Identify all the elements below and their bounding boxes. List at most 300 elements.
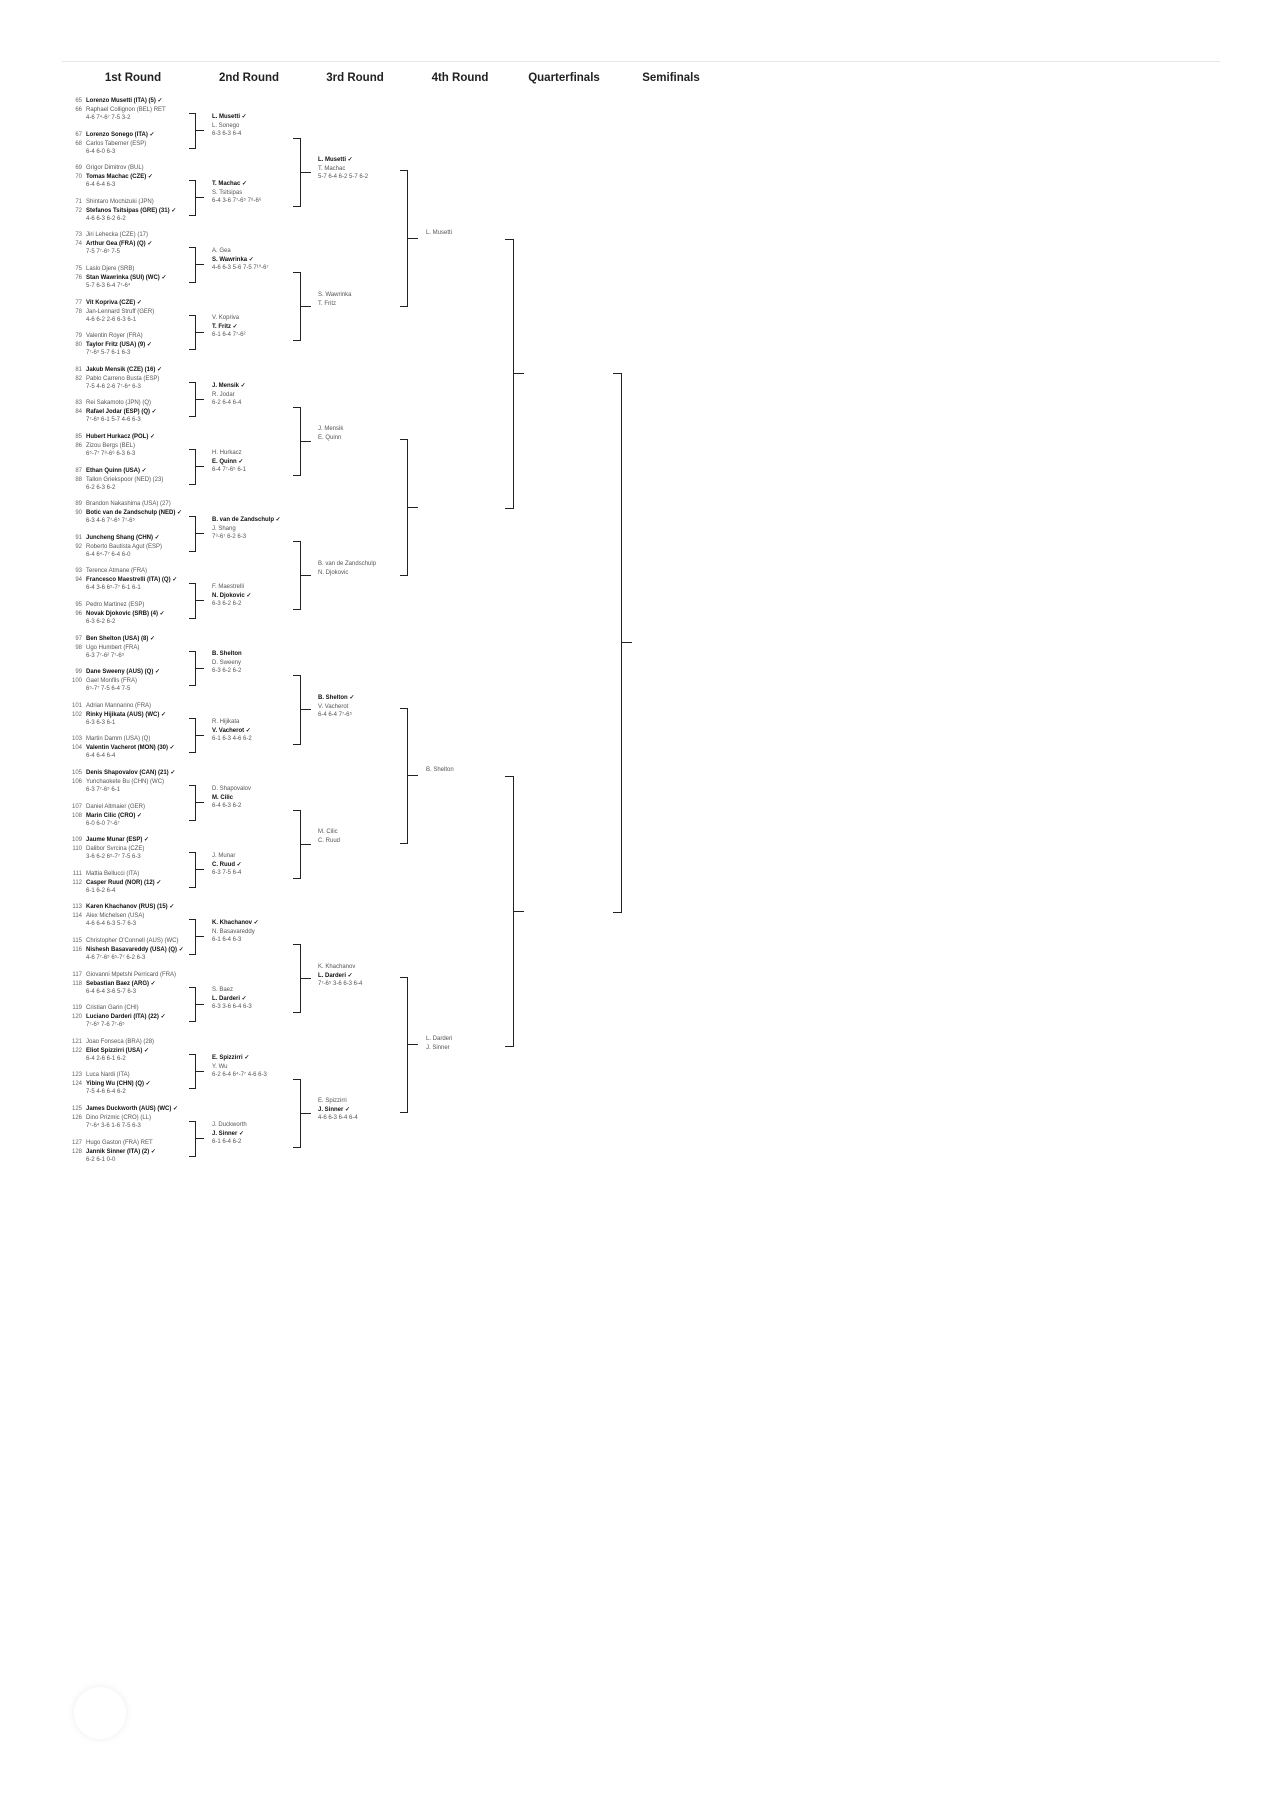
match-score: 6-0 6-0 7⁷-6⁷	[86, 821, 120, 827]
player-row[interactable]	[68, 231, 152, 240]
seed-number: 109	[71, 837, 82, 843]
seed-number: 83	[75, 400, 82, 406]
match-r2[interactable]	[212, 718, 252, 744]
player-name[interactable]: T. Fritz	[318, 300, 336, 307]
player-name[interactable]: T. Machac	[318, 165, 346, 172]
player-name[interactable]: L. Darderi ✓	[318, 972, 353, 979]
seed-number: 103	[71, 736, 82, 742]
match-score: 6-4 6-4 6-4	[86, 753, 116, 759]
player-row[interactable]	[68, 677, 160, 686]
bracket-connector-tick	[196, 399, 204, 400]
player-row[interactable]	[68, 375, 162, 384]
player-name[interactable]: L. Sonego	[212, 122, 240, 129]
player-row[interactable]	[68, 299, 154, 308]
player-row[interactable]	[68, 836, 149, 845]
match-r3[interactable]	[318, 156, 368, 182]
match-r1[interactable]	[68, 332, 152, 358]
player-name[interactable]: J. Sinner ✓	[212, 1130, 245, 1137]
match-score: 6⁵-7⁷ 7-5 6-4 7-5	[86, 686, 131, 692]
player-name[interactable]: L. Darderi ✓	[212, 995, 247, 1002]
bracket-connector	[613, 373, 622, 913]
bracket-connector-tick	[514, 911, 524, 912]
player-row[interactable]	[68, 467, 163, 476]
player-row[interactable]	[68, 408, 157, 417]
player-row[interactable]	[68, 711, 166, 720]
match-r1[interactable]	[68, 870, 161, 896]
player-row[interactable]	[68, 1004, 166, 1013]
player-row[interactable]	[68, 601, 165, 610]
player-name[interactable]: J. Munar	[212, 853, 236, 859]
player-name: Novak Djokovic (SRB) (4) ✓	[86, 610, 165, 617]
seed-number: 105	[71, 770, 82, 776]
player-name[interactable]: D. Sweeny	[212, 659, 242, 666]
seed-number: 116	[72, 946, 82, 953]
player-row[interactable]	[68, 399, 157, 408]
player-name[interactable]: D. Shapovalov	[212, 786, 252, 792]
match-r2[interactable]	[212, 1054, 267, 1080]
player-name: Taylor Fritz (USA) (9) ✓	[86, 341, 152, 348]
player-name: Karen Khachanov (RUS) (15) ✓	[86, 904, 175, 910]
player-name: Shintaro Mochizuki (JPN)	[86, 199, 154, 205]
player-row[interactable]	[68, 1105, 178, 1114]
match-r3[interactable]	[318, 828, 340, 845]
match-r1[interactable]	[68, 198, 176, 224]
player-name: Zizou Bergs (BEL)	[86, 442, 136, 449]
bracket-connector	[293, 541, 301, 610]
match-r1[interactable]	[68, 1139, 156, 1165]
match-r1[interactable]	[68, 1105, 178, 1131]
bracket-connector	[400, 439, 408, 576]
match-score: 6-4 3-6 6⁵-7⁷ 6-1 6-1	[86, 585, 141, 591]
seed-number: 128	[71, 1148, 82, 1155]
player-row[interactable]	[68, 240, 152, 249]
match-score: 6-3 6-2 6-2	[212, 668, 242, 674]
bracket-connector-tick	[196, 197, 204, 198]
match-score: 6-4 7⁷-6⁵ 6-1	[212, 467, 247, 473]
seed-number: 118	[72, 980, 82, 987]
seed-number: 79	[75, 333, 82, 339]
player-name: Mattia Bellucci (ITA)	[86, 871, 140, 877]
seed-number: 66	[75, 106, 82, 113]
player-name[interactable]: C. Ruud	[318, 837, 341, 844]
seed-number: 98	[75, 644, 82, 651]
player-row[interactable]	[68, 534, 162, 543]
seed-number: 90	[75, 509, 82, 516]
match-r2[interactable]	[212, 449, 246, 475]
player-name: Daniel Altmaier (GER)	[86, 804, 146, 810]
match-r3[interactable]	[318, 425, 343, 442]
player-row[interactable]	[68, 198, 176, 207]
match-r2[interactable]	[212, 650, 242, 676]
player-name: Stan Wawrinka (SUI) (WC) ✓	[86, 274, 167, 281]
match-score: 6-3 7⁷-6² 7⁷-6⁵	[86, 653, 125, 659]
player-row[interactable]	[68, 442, 155, 451]
bracket-connector-tick	[196, 130, 204, 131]
match-r3[interactable]	[318, 963, 362, 989]
seed-number: 112	[72, 879, 82, 886]
player-row[interactable]	[68, 265, 166, 274]
bracket-connector	[293, 810, 301, 879]
match-r2[interactable]	[212, 382, 246, 408]
player-row[interactable]	[68, 106, 166, 115]
match-r1[interactable]	[68, 971, 176, 997]
match-score: 6-3 7⁷-6⁵ 6-1	[86, 787, 121, 793]
bracket-connector-tick	[301, 978, 311, 979]
seed-number: 120	[71, 1013, 82, 1020]
seed-number: 126	[71, 1114, 82, 1121]
bracket-connector	[400, 170, 408, 307]
player-name[interactable]: V. Kopriva	[212, 315, 240, 321]
player-row[interactable]	[68, 870, 161, 879]
match-r1[interactable]	[68, 601, 165, 627]
bracket-connector-tick	[301, 709, 311, 710]
match-score: 6-3 7-5 6-4	[212, 870, 242, 876]
player-row[interactable]	[68, 500, 182, 509]
match-score: 7⁷-6⁵ 3-6 6-3 6-4	[318, 981, 363, 987]
match-score: 6-4 6-4 6-3	[86, 182, 116, 188]
seed-number: 121	[71, 1039, 82, 1045]
player-name: Nishesh Basavareddy (USA) (Q) ✓	[86, 946, 184, 953]
player-name[interactable]: T. Machac ✓	[212, 181, 248, 187]
bracket-connector	[189, 852, 196, 888]
player-row[interactable]	[68, 567, 177, 576]
match-score: 6-3 6-2 6-2	[212, 601, 242, 607]
match-score: 6-1 6-3 4-6 6-2	[212, 736, 252, 742]
player-row[interactable]	[68, 433, 155, 442]
bracket-connector-tick	[196, 332, 204, 333]
player-row[interactable]	[68, 173, 153, 182]
bracket-connector	[189, 651, 196, 686]
player-row[interactable]	[68, 610, 165, 619]
player-row[interactable]	[68, 476, 163, 485]
match-score: 6-4 6⁴-7⁷ 6-4 6-0	[86, 552, 131, 558]
player-name: Christopher O'Connell (AUS) (WC)	[86, 938, 179, 944]
header-semifinals: Semifinals	[642, 72, 700, 84]
player-row[interactable]	[68, 274, 166, 283]
bracket-connector-tick	[408, 507, 418, 508]
player-name[interactable]: M. Cilic	[318, 829, 338, 835]
player-row[interactable]	[68, 131, 155, 140]
player-row[interactable]	[68, 308, 154, 317]
match-r1[interactable]	[68, 803, 145, 829]
player-name: Lorenzo Sonego (ITA) ✓	[86, 132, 155, 138]
player-row[interactable]	[68, 207, 176, 216]
match-r1[interactable]	[68, 937, 184, 963]
player-row[interactable]	[68, 744, 175, 753]
match-r1[interactable]	[68, 399, 157, 425]
match-r2[interactable]	[212, 785, 251, 811]
match-score: 7-5 4-6 2-6 7⁷-6⁴ 6-3	[86, 384, 141, 390]
player-name: Roberto Bautista Agut (ESP)	[86, 543, 163, 550]
match-r3[interactable]	[318, 291, 351, 308]
match-r1[interactable]	[68, 567, 177, 593]
match-r1[interactable]	[68, 668, 160, 694]
match-r3[interactable]	[318, 1097, 358, 1123]
match-score: 6-4 3-6 7⁷-6⁵ 7⁸-6⁶	[212, 198, 262, 204]
player-name[interactable]: L. Musetti	[426, 230, 453, 236]
match-r1[interactable]	[68, 702, 166, 728]
player-name[interactable]: J. Sinner	[426, 1044, 450, 1051]
player-row[interactable]	[68, 912, 174, 921]
seed-number: 95	[75, 602, 82, 608]
player-row[interactable]	[68, 1114, 178, 1123]
seed-number: 127	[71, 1140, 82, 1146]
seed-number: 81	[75, 367, 82, 373]
match-r1[interactable]	[68, 231, 152, 257]
player-name[interactable]: J. Shang	[212, 525, 236, 532]
player-row[interactable]	[68, 702, 166, 711]
seed-number: 67	[75, 132, 82, 138]
player-name[interactable]: N. Basavareddy	[212, 928, 255, 935]
player-name[interactable]: R. Hijikata	[212, 719, 240, 725]
player-name[interactable]: J. Mensik	[318, 426, 344, 432]
bracket-connector-tick	[196, 869, 204, 870]
match-r1[interactable]	[68, 735, 175, 761]
match-r3[interactable]	[318, 694, 354, 720]
match-r1[interactable]	[68, 97, 166, 123]
match-r2[interactable]	[212, 919, 259, 945]
player-row[interactable]	[68, 341, 152, 350]
seed-number: 72	[75, 207, 82, 214]
player-name[interactable]: N. Djokovic ✓	[212, 592, 252, 599]
match-r1[interactable]	[68, 769, 175, 795]
match-r3[interactable]	[318, 560, 376, 577]
player-row[interactable]	[68, 164, 153, 173]
player-row[interactable]	[68, 543, 162, 552]
bracket-connector-tick	[514, 373, 524, 374]
player-row[interactable]	[68, 509, 182, 518]
match-r1[interactable]	[68, 433, 155, 459]
match-r1[interactable]	[68, 903, 174, 929]
bracket-connector	[293, 1079, 301, 1148]
player-name: Dalibor Svrcina (CZE)	[86, 845, 145, 852]
player-row[interactable]	[68, 140, 155, 149]
match-score: 7⁷-6⁴ 3-6 1-6 7-5 6-3	[86, 1123, 141, 1129]
match-r1[interactable]	[68, 299, 154, 325]
player-name[interactable]: B. van de Zandschulp	[318, 561, 377, 567]
match-r2[interactable]	[212, 852, 242, 878]
player-row[interactable]	[68, 1148, 156, 1157]
player-name[interactable]: M. Cilic	[212, 794, 234, 801]
player-name[interactable]: J. Mensik ✓	[212, 383, 246, 389]
seed-number: 89	[75, 501, 82, 507]
player-row[interactable]	[68, 668, 160, 677]
match-r4[interactable]	[426, 766, 454, 775]
player-name[interactable]: V. Vacherot ✓	[212, 727, 251, 734]
bracket-connector-tick	[301, 172, 311, 173]
player-name[interactable]: B. van de Zandschulp ✓	[212, 517, 281, 523]
match-r1[interactable]	[68, 366, 162, 392]
bracket-connector	[189, 919, 196, 955]
player-name: Alex Michelsen (USA)	[86, 912, 145, 919]
player-row[interactable]	[68, 576, 177, 585]
floating-action-button[interactable]	[74, 1687, 126, 1739]
player-name: Hubert Hurkacz (POL) ✓	[86, 434, 156, 440]
bracket-connector	[189, 113, 196, 149]
player-name[interactable]: B. Shelton	[426, 767, 454, 773]
player-name[interactable]: R. Jodar	[212, 391, 235, 398]
player-name[interactable]: L. Musetti ✓	[318, 157, 353, 163]
player-name: Ugo Humbert (FRA)	[86, 644, 140, 651]
match-score: 6-2 6-1 0-0	[86, 1157, 116, 1163]
player-name: Jannik Sinner (ITA) (2) ✓	[86, 1148, 156, 1155]
player-row[interactable]	[68, 1047, 154, 1056]
player-name: Carlos Taberner (ESP)	[86, 140, 147, 147]
player-name[interactable]: J. Sinner ✓	[318, 1106, 351, 1113]
match-r2[interactable]	[212, 314, 246, 340]
match-r1[interactable]	[68, 1004, 166, 1030]
seed-number: 73	[75, 232, 82, 238]
player-row[interactable]	[68, 903, 174, 912]
player-name[interactable]: B. Shelton	[212, 651, 242, 657]
player-name[interactable]: E. Spizzirri ✓	[212, 1055, 250, 1061]
match-r1[interactable]	[68, 1071, 151, 1097]
player-name[interactable]: K. Khachanov ✓	[212, 920, 259, 926]
seed-number: 77	[75, 300, 82, 306]
match-r1[interactable]	[68, 131, 155, 157]
bracket-connector	[189, 315, 196, 350]
seed-number: 94	[75, 576, 82, 583]
player-name[interactable]: K. Khachanov	[318, 964, 356, 970]
player-row[interactable]	[68, 803, 145, 812]
seed-number: 108	[71, 812, 82, 819]
player-name[interactable]: Y. Wu	[212, 1063, 228, 1070]
player-row[interactable]	[68, 971, 176, 980]
bracket-connector	[293, 272, 301, 341]
match-r2[interactable]	[212, 583, 251, 609]
player-name[interactable]: B. Shelton ✓	[318, 695, 355, 701]
player-name[interactable]: L. Darderi	[426, 1036, 453, 1042]
player-row[interactable]	[68, 1139, 156, 1148]
player-name: Dane Sweeny (AUS) (Q) ✓	[86, 669, 161, 675]
match-r1[interactable]	[68, 467, 163, 493]
player-name: Jakub Mensik (CZE) (16) ✓	[86, 367, 163, 373]
player-row[interactable]	[68, 635, 155, 644]
player-row[interactable]	[68, 1013, 166, 1022]
bracket-connector	[400, 977, 408, 1113]
match-r2[interactable]	[212, 113, 247, 139]
match-score: 6-4 6-0 6-3	[86, 149, 116, 155]
player-name[interactable]: S. Wawrinka ✓	[212, 256, 254, 263]
player-row[interactable]	[68, 769, 175, 778]
seed-number: 125	[71, 1106, 82, 1112]
match-r2[interactable]	[212, 180, 261, 206]
bracket-connector	[189, 583, 196, 619]
seed-number: 107	[71, 804, 82, 810]
seed-number: 102	[71, 711, 82, 718]
player-row[interactable]	[68, 1080, 151, 1089]
player-name[interactable]: A. Gea	[212, 248, 231, 254]
player-name: Marin Cilic (CRO) ✓	[86, 812, 143, 819]
seed-number: 110	[72, 845, 82, 852]
seed-number: 96	[75, 610, 82, 617]
player-name[interactable]: N. Djokovic	[318, 569, 349, 576]
player-name[interactable]: S. Baez	[212, 987, 234, 993]
player-name: Eliot Spizzirri (USA) ✓	[86, 1047, 150, 1054]
seed-number: 74	[75, 240, 82, 247]
match-score: 6-1 6-2 6-4	[86, 888, 116, 894]
bracket-connector	[293, 944, 301, 1013]
player-name[interactable]: V. Vacherot	[318, 703, 349, 710]
player-name[interactable]: H. Hurkacz	[212, 450, 242, 456]
match-r1[interactable]	[68, 500, 182, 526]
player-name[interactable]: T. Fritz ✓	[212, 323, 238, 330]
player-name[interactable]: S. Wawrinka	[318, 292, 352, 298]
player-row[interactable]	[68, 644, 155, 653]
match-r1[interactable]	[68, 265, 166, 291]
bracket-connector-tick	[301, 306, 311, 307]
player-row[interactable]	[68, 879, 161, 888]
bracket-connector-tick	[196, 735, 204, 736]
player-name[interactable]: F. Maestrelli	[212, 584, 245, 590]
bracket-connector	[189, 449, 196, 485]
player-row[interactable]	[68, 366, 162, 375]
seed-number: 70	[75, 173, 82, 180]
seed-number: 82	[75, 375, 82, 382]
player-row[interactable]	[68, 778, 175, 787]
match-r1[interactable]	[68, 164, 153, 190]
player-name[interactable]: E. Quinn ✓	[212, 458, 244, 465]
player-name: Juncheng Shang (CHN) ✓	[86, 535, 160, 541]
match-score: 7⁹-6⁷ 6-2 6-3	[212, 534, 247, 540]
bracket-connector-tick	[301, 844, 311, 845]
player-row[interactable]	[68, 980, 176, 989]
bracket-connector	[293, 675, 301, 745]
player-name[interactable]: L. Musetti ✓	[212, 114, 247, 120]
match-r2[interactable]	[212, 516, 281, 542]
player-row[interactable]	[68, 332, 152, 341]
player-row[interactable]	[68, 97, 166, 106]
match-r1[interactable]	[68, 635, 155, 661]
player-name: Botic van de Zandschulp (NED) ✓	[86, 509, 183, 516]
match-r2[interactable]	[212, 247, 269, 273]
match-score: 7⁷-6⁵ 7-6 7⁷-6⁵	[86, 1022, 125, 1028]
player-row[interactable]	[68, 946, 184, 955]
player-name[interactable]: E. Quinn	[318, 434, 342, 441]
player-row[interactable]	[68, 937, 184, 946]
player-row[interactable]	[68, 1038, 154, 1047]
match-r1[interactable]	[68, 836, 149, 862]
seed-number: 100	[71, 677, 82, 684]
match-r2[interactable]	[212, 1121, 247, 1147]
seed-number: 86	[75, 442, 82, 449]
player-name[interactable]: J. Duckworth	[212, 1122, 247, 1128]
player-row[interactable]	[68, 812, 145, 821]
player-name: Stefanos Tsitsipas (GRE) (31) ✓	[86, 207, 177, 214]
match-score: 6-3 6-2 6-2	[86, 619, 116, 625]
match-r1[interactable]	[68, 1038, 154, 1064]
match-score: 6-4 6-3 6-2	[212, 803, 242, 809]
player-name[interactable]: C. Ruud ✓	[212, 861, 242, 868]
bracket-connector-tick	[196, 1071, 204, 1072]
player-name: Vit Kopriva (CZE) ✓	[86, 300, 142, 306]
player-name[interactable]: E. Spizzirri	[318, 1098, 347, 1104]
seed-number: 75	[75, 266, 82, 272]
bracket-connector-tick	[196, 1138, 204, 1139]
player-row[interactable]	[68, 735, 175, 744]
match-r4[interactable]	[426, 1035, 452, 1052]
match-r2[interactable]	[212, 986, 252, 1012]
seed-number: 87	[75, 468, 82, 474]
player-row[interactable]	[68, 1071, 151, 1080]
match-r4[interactable]	[426, 229, 452, 238]
seed-number: 114	[72, 912, 82, 919]
player-name[interactable]: S. Tsitsipas	[212, 189, 243, 196]
match-score: 6-2 6-4 6-4	[212, 400, 242, 406]
seed-number: 119	[72, 1005, 82, 1011]
player-row[interactable]	[68, 845, 149, 854]
match-r1[interactable]	[68, 534, 162, 560]
